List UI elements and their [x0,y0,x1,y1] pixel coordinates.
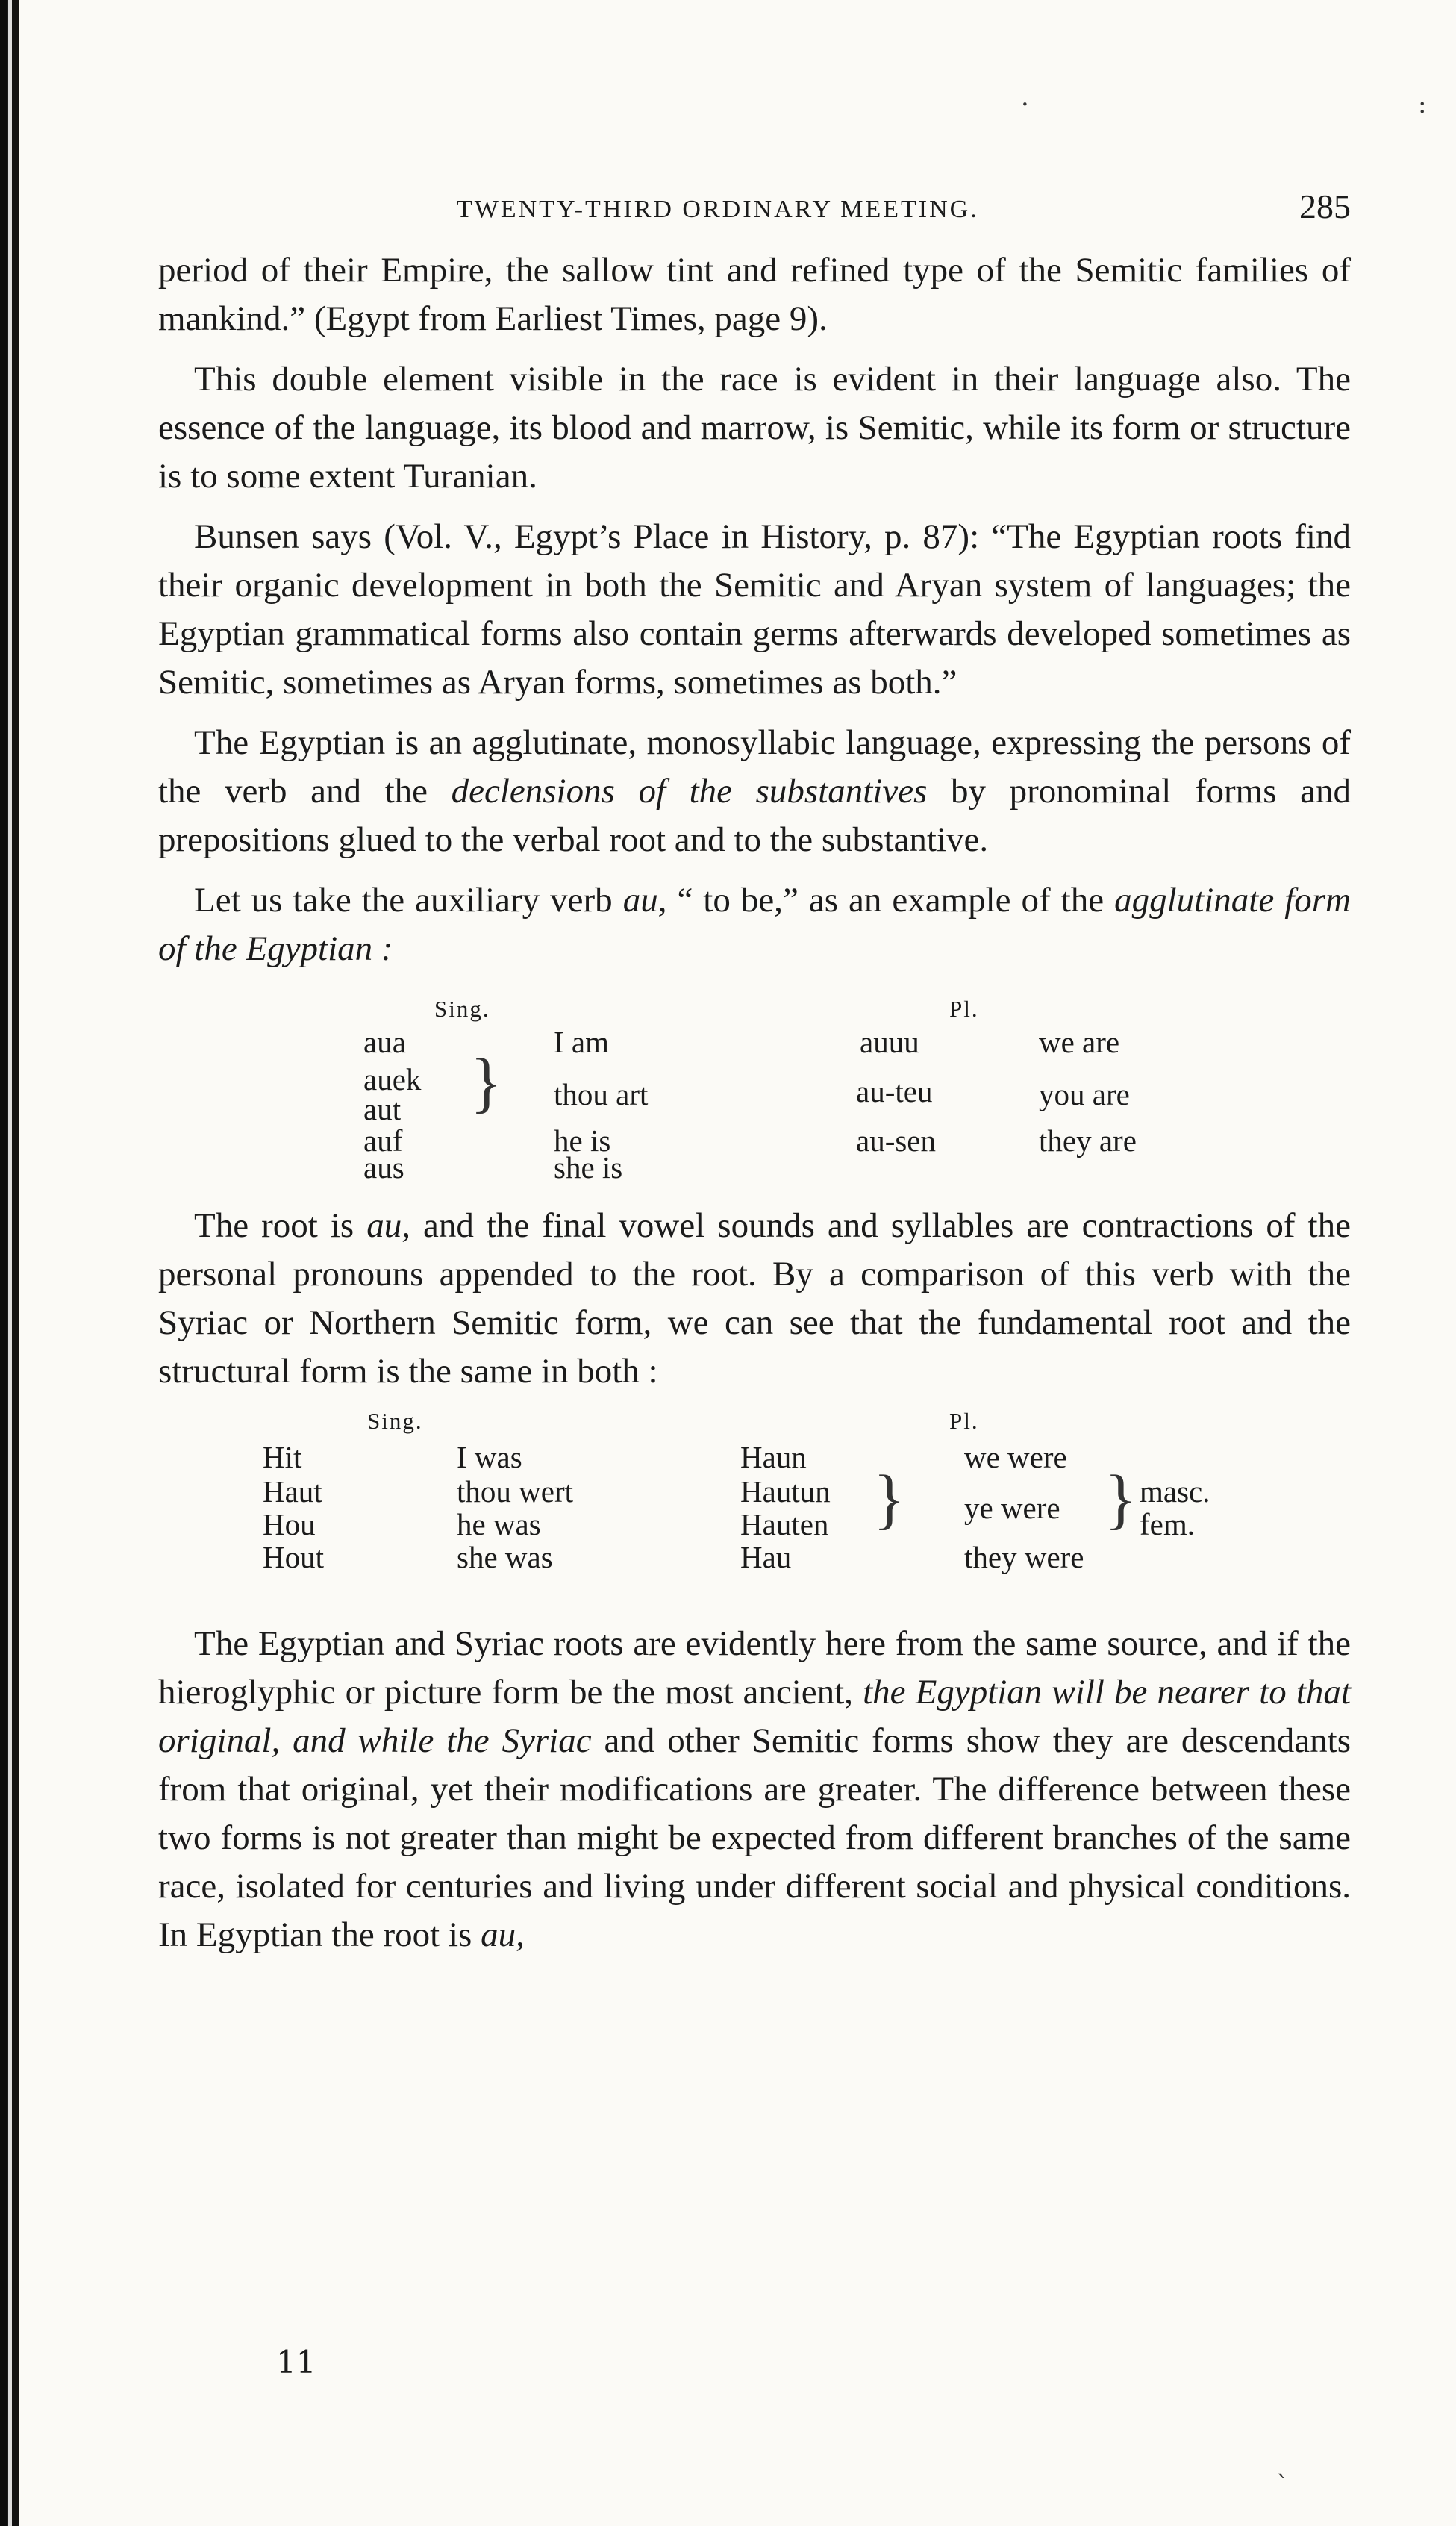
paragraph-text: The Egyptian is an agglutinate, monosyllabic language, expressing the persons of the verb and the [158,723,1351,811]
italic-text: au, [366,1206,410,1245]
paragraph [158,876,1351,973]
table-cell: they are [1039,1123,1137,1158]
page-number: 285 [1299,187,1351,225]
table-cell: Hau [740,1540,792,1574]
table-cell: they were [964,1540,1084,1574]
table-cell: auuu [860,1025,919,1059]
table-cell: thou art [554,1077,649,1111]
paragraph [158,719,1351,864]
table-cell: he is [554,1123,611,1158]
paragraph-text: by pronominal forms and prepositions glued to the verbal root and to the substantive. [158,772,1351,859]
stray-mark: ` [1276,2471,1289,2501]
stray-mark: : [1418,90,1427,119]
table-cell: he was [457,1507,541,1541]
syriac-conjugation-table [158,1408,1351,1594]
running-head [158,187,1351,246]
paragraph [158,1202,1351,1396]
paragraph-text: Let us take the auxiliary verb [194,881,623,920]
binding-edge [0,0,22,2526]
paragraph-text: The Egyptian and Syriac roots are evidently here from the same source, and if the hieroglyphic or picture form be the most ancient, [158,1624,1351,1712]
brace: } [873,1462,906,1536]
table-cell: Hou [263,1507,316,1541]
table-cell: I am [554,1025,609,1059]
table-cell: Hautun [740,1474,831,1509]
table-cell: au-sen [856,1123,937,1158]
italic-text: the Egyptian will be nearer to that original, and while the Syriac [158,1673,1351,1760]
table-cell: auek [363,1062,422,1097]
table-cell: auf [363,1123,403,1158]
table-cell: Hauten [740,1507,829,1541]
pl-header: Pl. [949,1408,979,1434]
running-title: TWENTY-THIRD ORDINARY MEETING. [457,196,979,223]
paragraph: period of their Empire, the sallow tint and refined type of the Semitic families of mankind.” (Egypt from Earliest Times, page 9). [158,251,1351,338]
paragraph-text: and the final vowel sounds and syllables are contractions of the personal pronouns appended to the root. By a comparison of this verb with the Syriac or Northern Semitic form, we can see that the fundamental root and the structural form is the same in both : [158,1206,1351,1391]
table-cell: fem. [1140,1507,1195,1541]
table-cell: masc. [1140,1474,1210,1509]
pl-header: Pl. [949,996,979,1022]
brace: } [1105,1462,1137,1536]
table-cell: ye were [964,1491,1060,1525]
table-cell: we are [1039,1025,1120,1059]
signature-mark: 11 [276,2344,316,2380]
paragraph-text: “ to be,” as an example of the [666,881,1115,920]
book-page [158,187,1351,1971]
sing-header: Sing. [434,996,490,1022]
paragraph [158,1620,1351,1959]
stray-mark: · [1021,90,1029,119]
paragraph-text: The root is [194,1206,367,1245]
italic-text: au, [622,881,667,920]
table-cell: she was [457,1540,553,1574]
table-cell: we were [964,1440,1067,1474]
sing-header: Sing. [367,1408,423,1434]
paragraph: Bunsen says (Vol. V., Egypt’s Place in History, p. 87): “The Egyptian roots find their organic development in both the Semitic and Aryan system of languages; the Egyptian grammatical forms also contain germs afterwards developed sometimes as Semitic, sometimes as Aryan forms, sometimes as both.” [158,517,1351,702]
paragraph-text: and other Semitic forms show they are descendants from that original, yet their modifications are greater. The difference between these two forms is not greater than might be expected from different branches of the same race, isolated for centuries and living under different social and physical conditions. In Egyptian the root is [158,1721,1351,1954]
egyptian-conjugation-table [158,996,1351,1185]
table-cell: aus [363,1150,404,1185]
paragraph: This double element visible in the race is evident in their language also. The essence of the language, its blood and marrow, is Semitic, while its form or structure is to some extent Turanian. [158,360,1351,496]
table-cell: Haun [740,1440,807,1474]
table-cell: au-teu [856,1074,933,1108]
italic-text: declensions of the substantives [451,772,928,811]
italic-text: agglutinate form of the Egyptian : [158,881,1351,968]
table-cell: Hout [263,1540,324,1574]
table-cell: Haut [263,1474,322,1509]
brace: } [470,1046,503,1120]
table-cell: she is [554,1150,623,1185]
table-cell: Hit [263,1440,302,1474]
table-cell: aut [363,1092,402,1126]
italic-text: au, [481,1915,525,1954]
table-cell: I was [457,1440,522,1474]
table-cell: aua [363,1025,406,1059]
table-cell: thou wert [457,1474,573,1509]
table-cell: you are [1039,1077,1130,1111]
